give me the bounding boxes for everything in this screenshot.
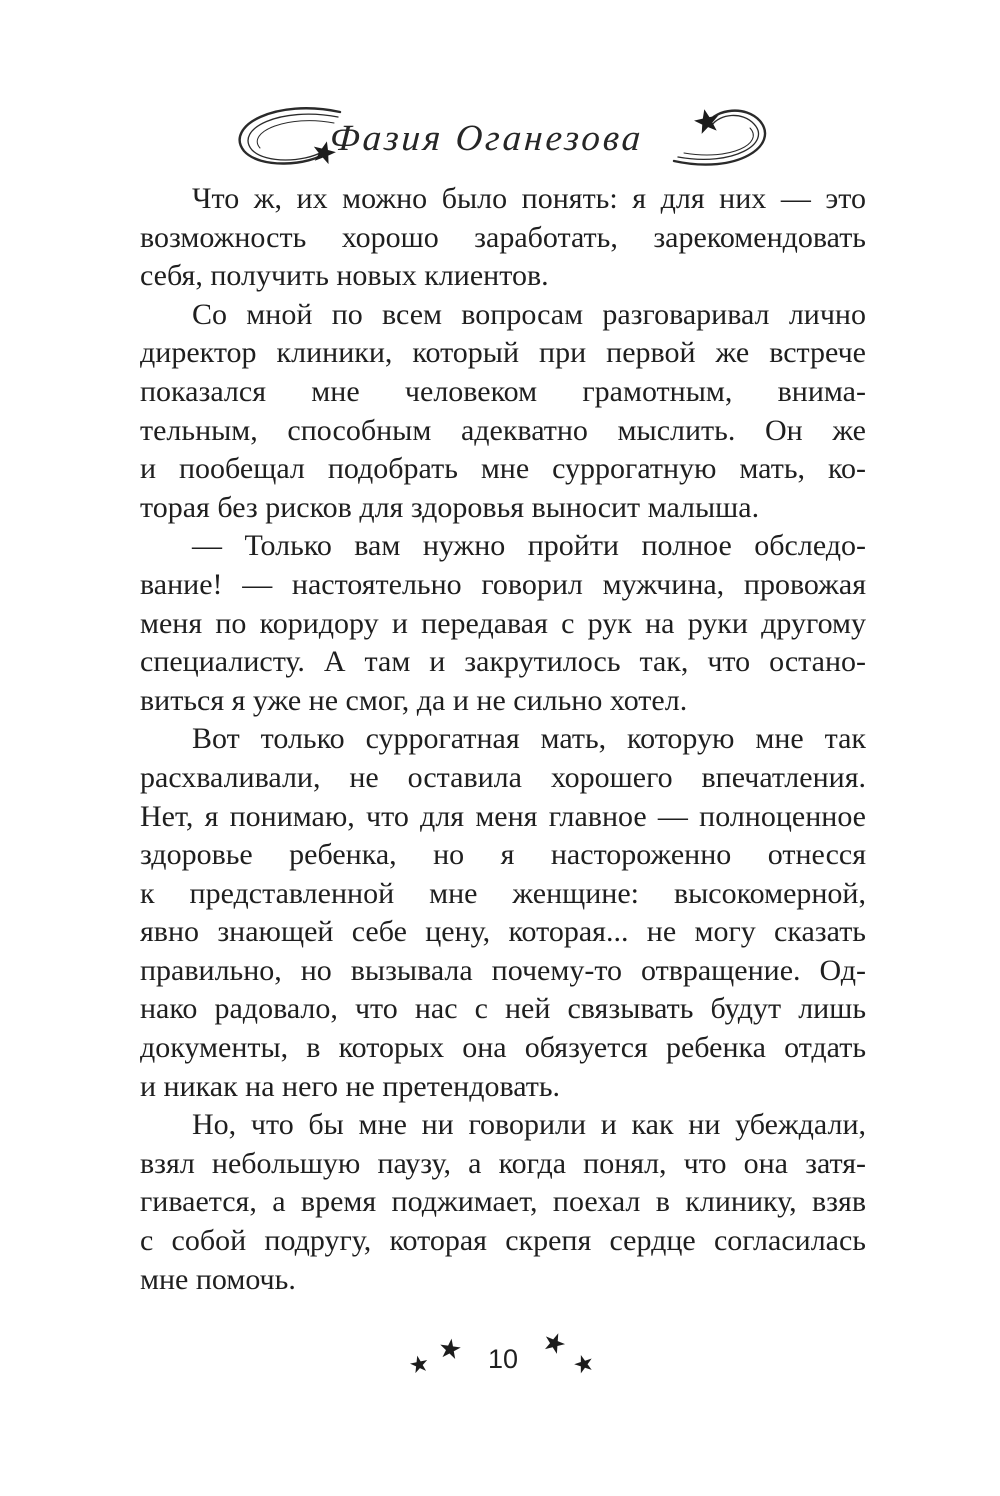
- page-number: 10: [487, 1344, 519, 1374]
- paragraph: [140, 720, 866, 1106]
- text-line: показался мне человеком грамотным, внима-: [140, 374, 866, 408]
- text-line: тельным, способным адекватно мыслить. Он же: [140, 413, 866, 447]
- text-line: расхваливали, не оставила хорошего впечатления.: [140, 760, 866, 794]
- text-line: виться я уже не смог, да и не сильно хотел.: [140, 683, 688, 717]
- text-line: правильно, но вызывала почему-то отвращение. Од-: [140, 953, 866, 987]
- text-line: меня по коридору и передавая с рук на руки другому: [140, 606, 866, 640]
- text-line: возможность хорошо заработать, зарекомендовать: [140, 220, 866, 254]
- text-line: с собой подругу, которая скрепя сердце согласилась: [140, 1224, 866, 1258]
- page-footer: [0, 1322, 1000, 1392]
- text-line: документы, в которых она обязуется ребенка отдать: [140, 1031, 866, 1065]
- text-line: директор клиники, который при первой же встрече: [140, 336, 866, 370]
- text-line: взял небольшую паузу, а когда понял, что она затя-: [140, 1146, 866, 1180]
- text-line: Со мной по всем вопросам разговаривал лично: [192, 297, 866, 331]
- text-line: Нет, я понимаю, что для меня главное — полноценное: [140, 799, 866, 833]
- text-line: и пообещал подобрать мне суррогатную мать, ко-: [140, 452, 866, 486]
- text-line: гивается, а время поджимает, поехал в клинику, взяв: [140, 1185, 866, 1219]
- text-line: Вот только суррогатная мать, которую мне так: [192, 722, 866, 756]
- paragraph: [140, 180, 866, 296]
- paragraph: [140, 296, 866, 528]
- author-name: Фазия Оганезова: [328, 117, 646, 159]
- text-line: мне помочь.: [140, 1262, 296, 1296]
- comet-swirl-left-icon: [218, 102, 344, 174]
- text-line: к представленной мне женщине: высокомерной,: [140, 876, 866, 910]
- text-line: нако радовало, что нас с ней связывать будут лишь: [140, 992, 866, 1026]
- text-line: себя, получить новых клиентов.: [140, 259, 549, 293]
- page-text: [140, 180, 866, 1299]
- text-line: — Только вам нужно пройти полное обследо-: [192, 529, 866, 563]
- text-line: здоровье ребенка, но я настороженно отнесся: [140, 838, 866, 872]
- text-line: явно знающей себе цену, которая... не могу сказать: [140, 915, 866, 949]
- text-line: торая без рисков для здоровья выносит малыша.: [140, 490, 760, 524]
- text-line: и никак на него не претендовать.: [140, 1069, 561, 1103]
- text-line: Что ж, их можно было понять: я для них — это: [192, 182, 866, 215]
- paragraph: [140, 1106, 866, 1299]
- star-icon: ★: [569, 1347, 599, 1381]
- text-line: Но, что бы мне ни говорили и как ни убеждали,: [192, 1108, 866, 1142]
- page-header: [0, 98, 1000, 178]
- star-icon: ★: [435, 1332, 465, 1367]
- text-line: вание! — настоятельно говорил мужчина, провожая: [140, 567, 866, 601]
- star-icon: ★: [537, 1324, 572, 1363]
- star-icon: ★: [406, 1350, 432, 1380]
- paragraph: [140, 527, 866, 720]
- text-line: специалисту. А там и закрутилось так, что остано-: [140, 645, 866, 679]
- comet-swirl-right-icon: [670, 99, 782, 177]
